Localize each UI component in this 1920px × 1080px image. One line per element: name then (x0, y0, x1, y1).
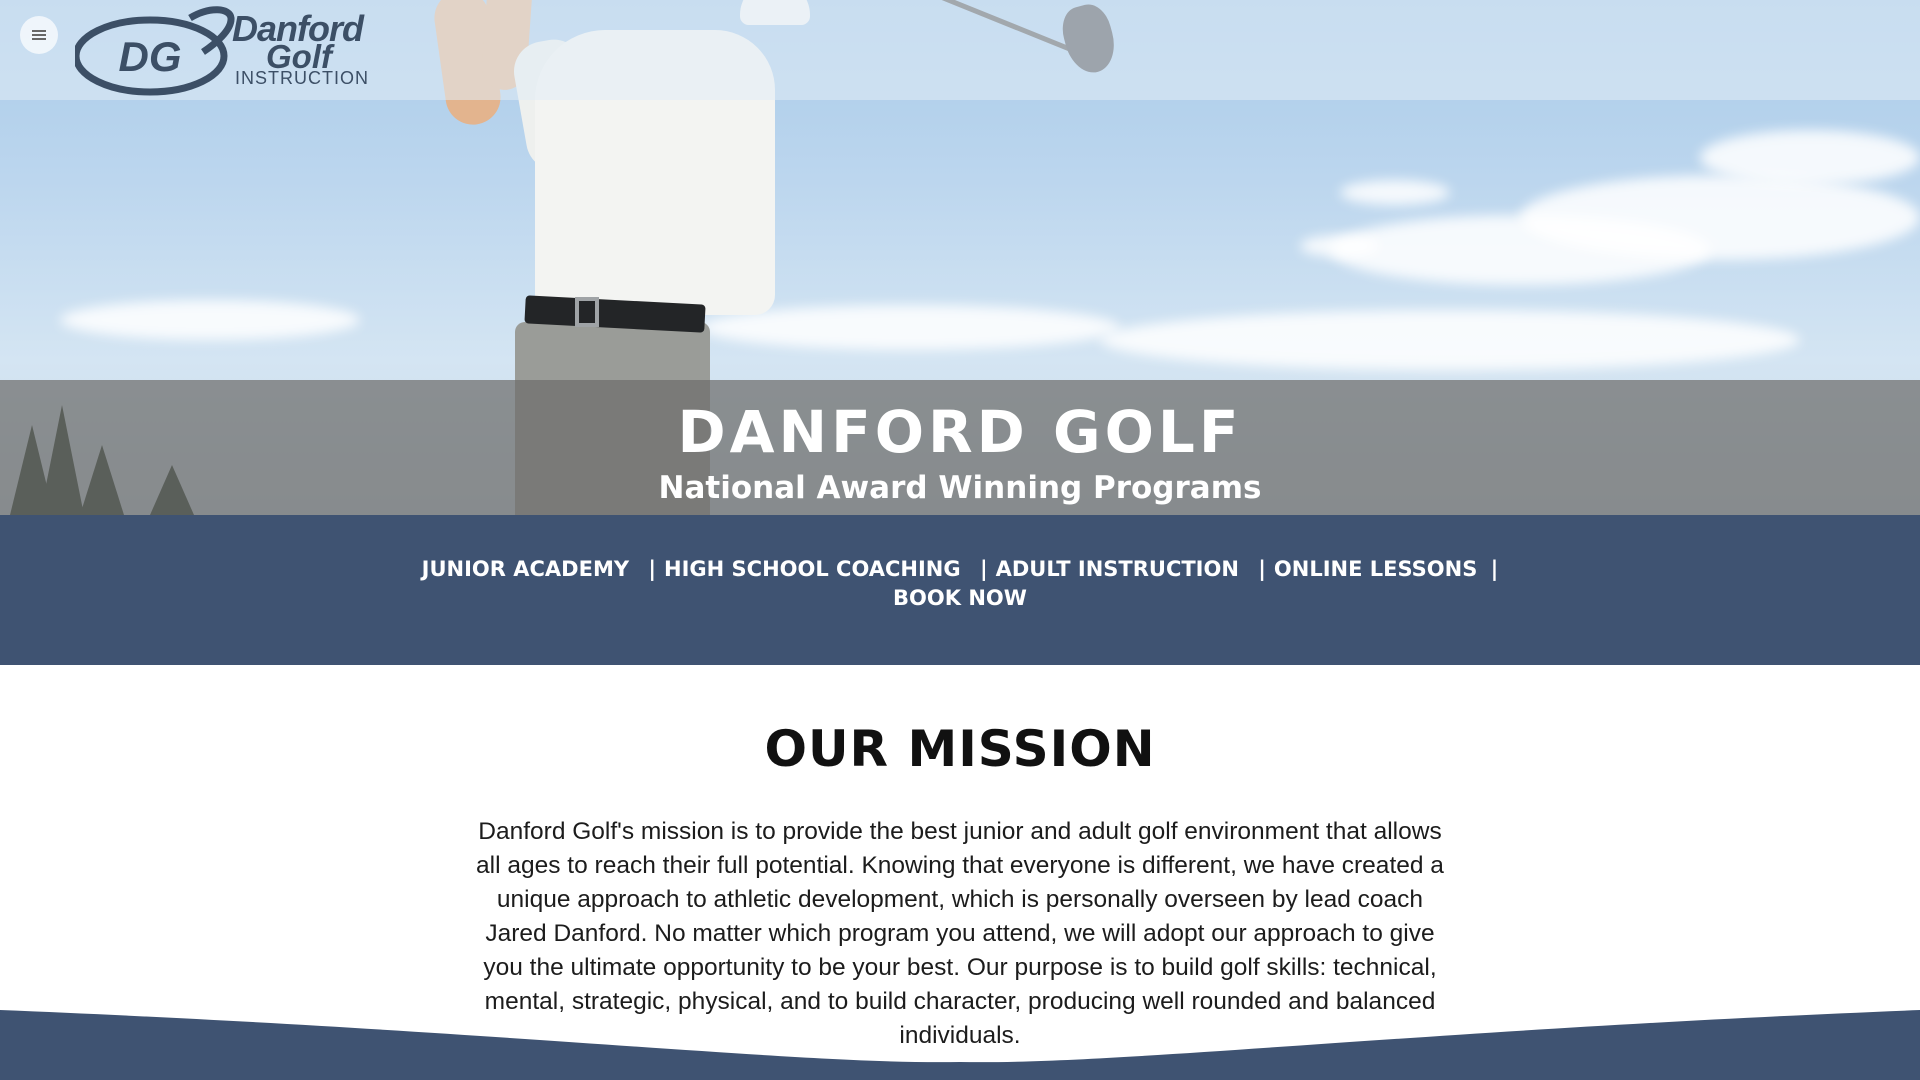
nav-separator: | (979, 557, 988, 581)
program-nav (0, 515, 1920, 665)
site-logo[interactable] (75, 4, 385, 96)
mission-body: Danford Golf's mission is to provide the best junior and adult golf environment that allows all ages to reach their full potential. Knowing that everyone is different, we have created a unique approach to athletic development, which is personally overseen by lead coach Jared Danford. No matter which program you attend, we will adopt our approach to give you the ultimate opportunity to be your best. Our purpose is to build golf skills: technical, mental, strategic, physical, and to build character, producing well rounded and balanced individuals. (476, 818, 1444, 1049)
nav-separator: | (1258, 557, 1266, 581)
cloud (1300, 235, 1380, 257)
nav-separator: | (1490, 557, 1499, 581)
logo-line-3: INSTRUCTION (235, 68, 369, 88)
logo-line-1: Danford (232, 8, 363, 49)
program-nav-row (0, 557, 1920, 581)
logo-monogram: DG (118, 33, 182, 80)
dg-monogram-icon (75, 4, 235, 96)
nav-online-lessons[interactable]: ONLINE LESSONS (1273, 557, 1478, 581)
cloud (1520, 175, 1920, 260)
menu-button[interactable] (20, 16, 58, 54)
section-divider-wave (0, 1010, 1920, 1080)
hero-banner (0, 0, 1920, 515)
program-nav-row (0, 586, 1920, 610)
cloud (1340, 180, 1450, 205)
hero-tagline: National Award Winning Programs (658, 470, 1262, 506)
logo-line-2: Golf (266, 38, 332, 75)
cloud (1700, 130, 1920, 185)
cloud (1100, 310, 1800, 370)
nav-book-now[interactable]: BOOK NOW (893, 586, 1027, 610)
cloud (60, 300, 360, 340)
nav-junior-academy[interactable]: JUNIOR ACADEMY (421, 557, 630, 581)
hero-title-band (0, 380, 1920, 515)
nav-separator: | (648, 557, 657, 581)
nav-high-school-coaching[interactable]: HIGH SCHOOL COACHING (664, 557, 961, 581)
golfer-buckle (575, 297, 599, 327)
nav-adult-instruction[interactable]: ADULT INSTRUCTION (995, 557, 1239, 581)
hero-title: DANFORD GOLF (677, 398, 1243, 466)
hamburger-menu-icon (32, 30, 46, 40)
mission-title: OUR MISSION (764, 720, 1156, 778)
